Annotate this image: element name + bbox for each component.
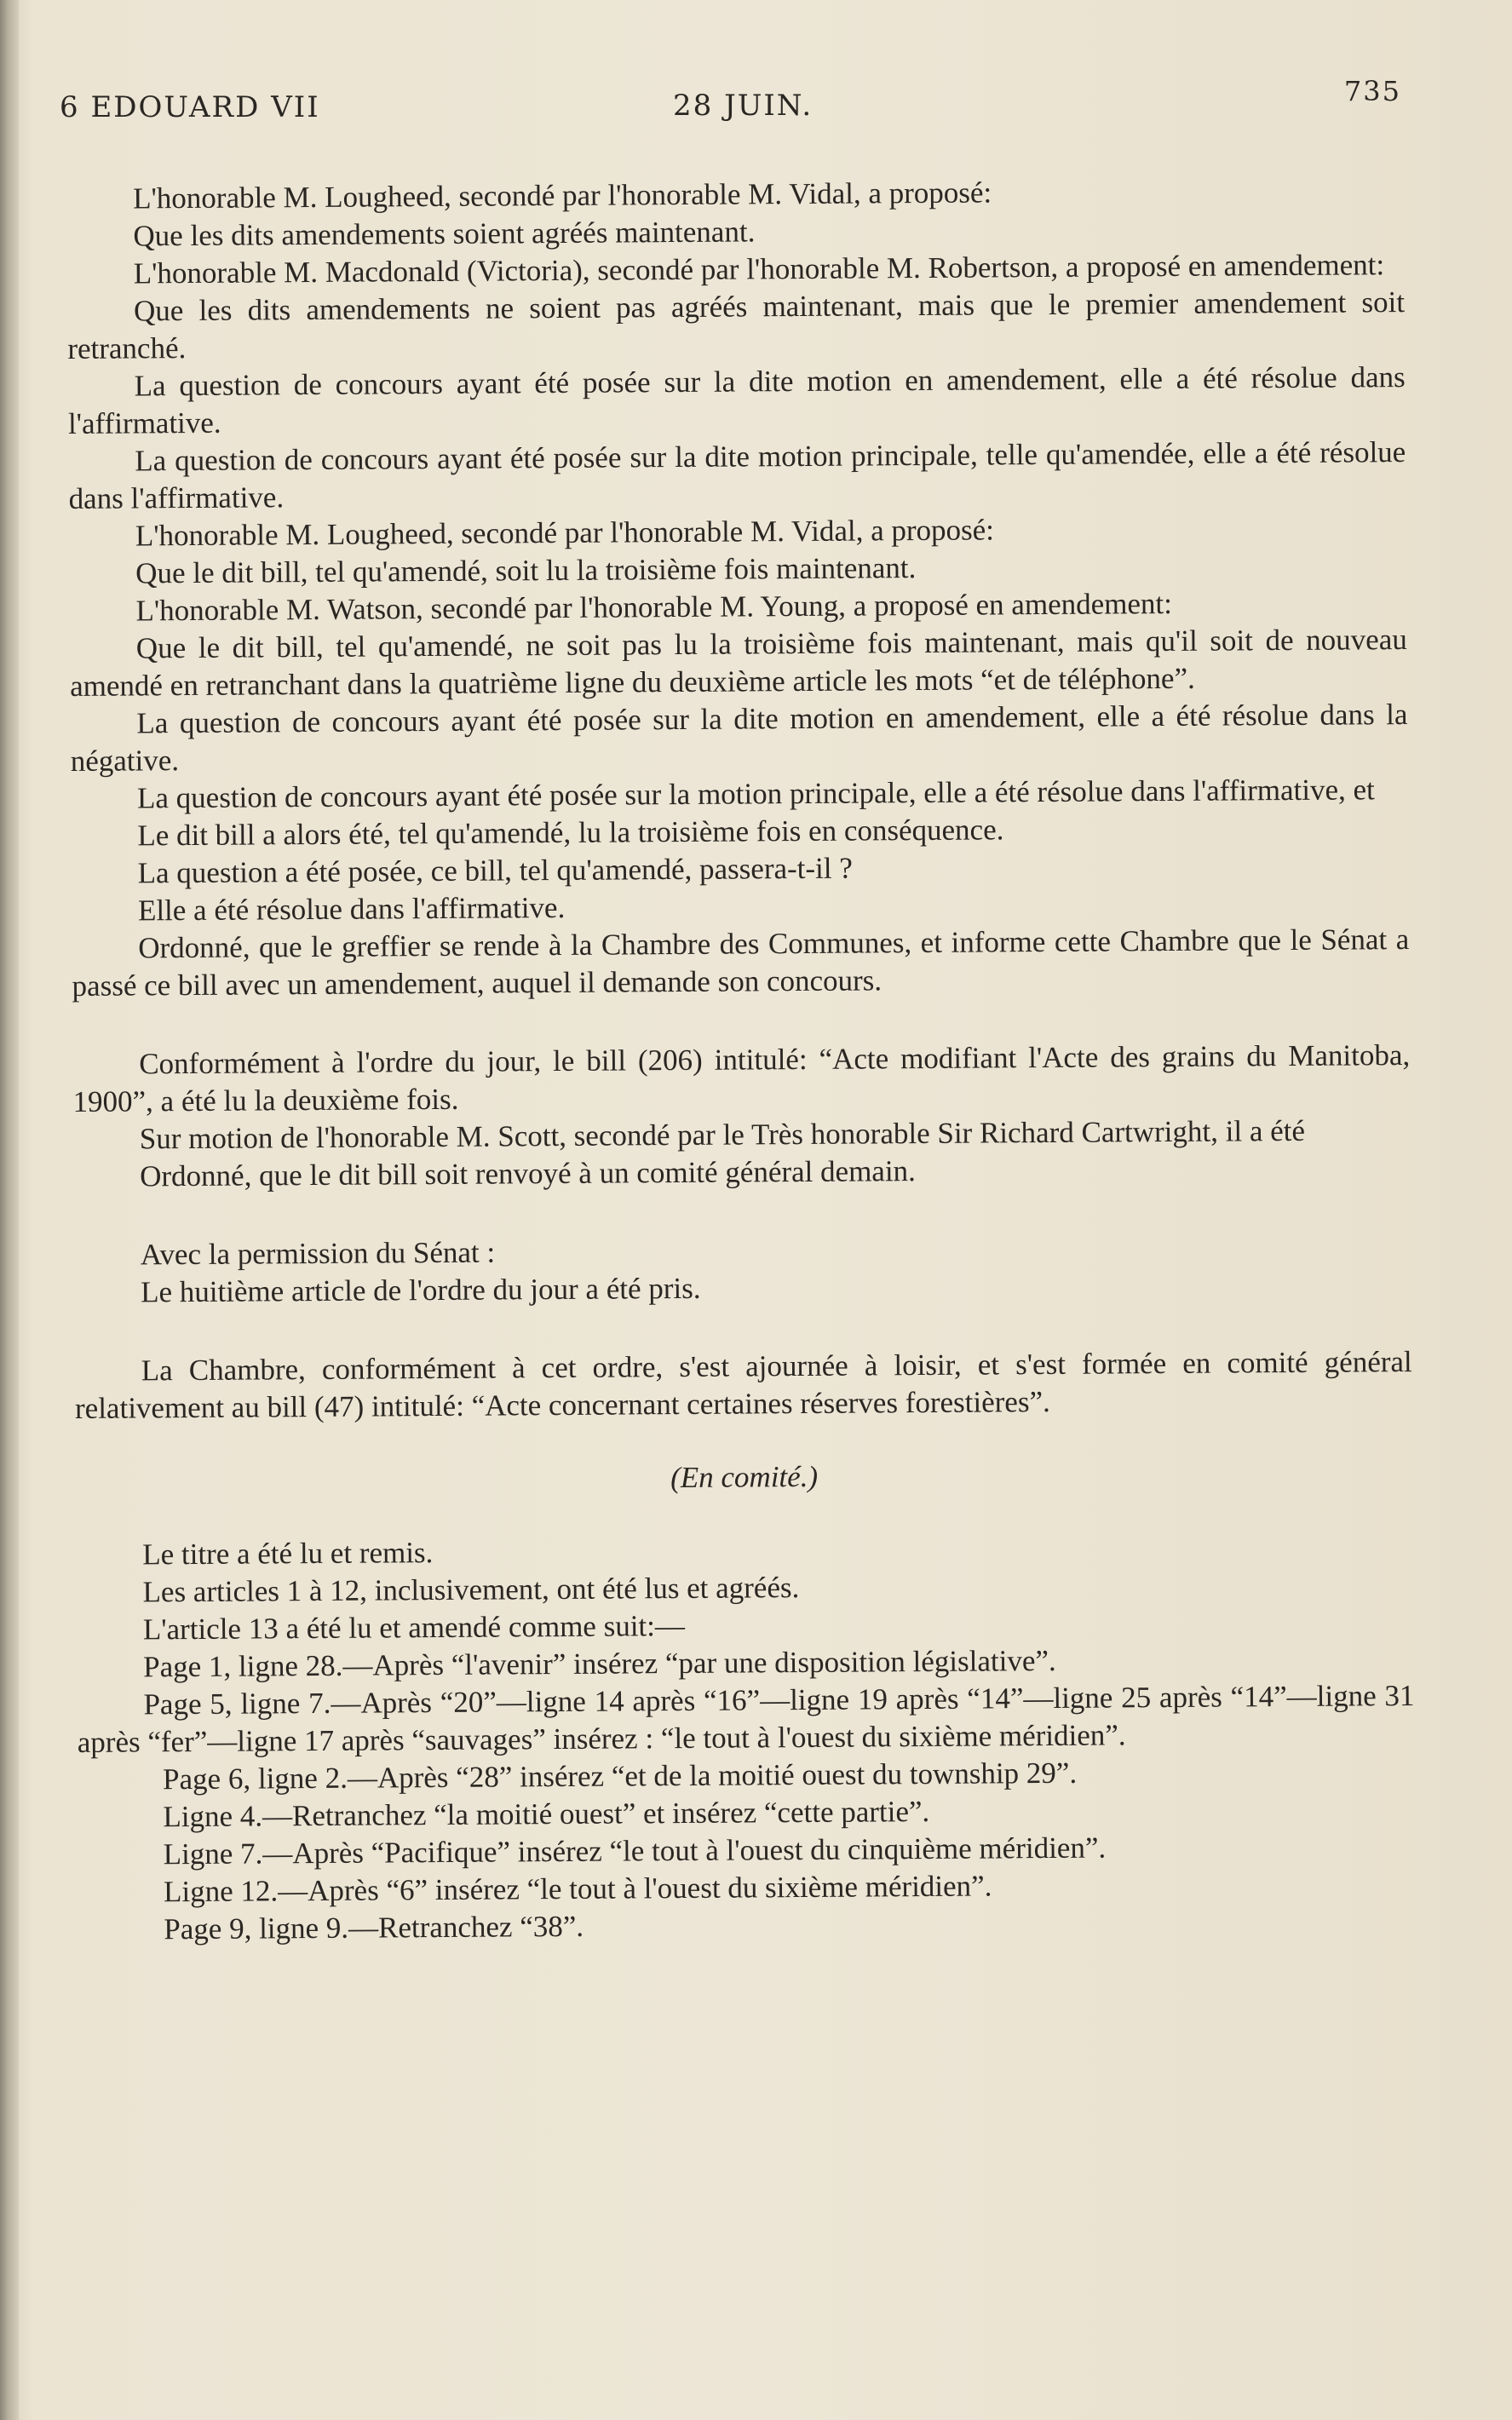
- paragraph: L'honorable M. Macdonald (Victoria), secondé par l'honorable M. Robertson, a proposé en amendement:: [133, 248, 1385, 290]
- paragraph: Que le dit bill, tel qu'amendé, soit lu la troisième fois maintenant.: [135, 551, 917, 590]
- page-number: 735: [1343, 75, 1401, 107]
- header-session: 6 EDOUARD VII: [60, 90, 320, 124]
- running-header: [60, 75, 1401, 124]
- paragraph: Conformément à l'ordre du jour, le bill (206) intitulé: “Acte modifiant l'Acte des grains du Manitoba, 1900”, a été lu la deuxième fois.: [72, 1038, 1411, 1118]
- paragraph: Ordonné, que le greffier se rende à la Chambre des Communes, et informe cette Chambre que le Sénat a passé ce bill avec un amendement, auquel il demande son concours.: [72, 923, 1410, 1003]
- paragraph: Que le dit bill, tel qu'amendé, ne soit pas lu la troisième fois maintenant, mais qu'il soit de nouveau amendé en retranchant dans la quatrième ligne du deuxième article les mots “et de téléphone”.: [70, 623, 1407, 703]
- amendment-item: Ligne 12.—Après “6” insérez “le tout à l'ouest du sixième méridien”.: [163, 1869, 992, 1909]
- paragraph: L'honorable M. Watson, secondé par l'honorable M. Young, a proposé en amendement:: [135, 586, 1173, 628]
- paragraph: La question de concours ayant été posée sur la dite motion en amendement, elle a été résolue dans l'affirmative.: [67, 360, 1406, 440]
- paragraph: L'honorable M. Lougheed, secondé par l'honorable M. Vidal, a proposé:: [133, 175, 992, 216]
- paragraph: Les articles 1 à 12, inclusivement, ont été lus et agréés.: [142, 1571, 800, 1609]
- paragraph: La question de concours ayant été posée sur la motion principale, elle a été résolue dans l'affirmative, et: [136, 773, 1375, 815]
- paragraph: Que les dits amendements ne soient pas agréés maintenant, mais que le premier amendement soit retranché.: [67, 285, 1406, 365]
- amendment-item: Page 1, ligne 28.—Après “l'avenir” insérez “par une disposition législative”.: [143, 1643, 1056, 1684]
- paragraph: La question de concours ayant été posée sur la dite motion en amendement, elle a été résolue dans la négative.: [70, 698, 1408, 778]
- paragraph: Elle a été résolue dans l'affirmative.: [137, 890, 566, 928]
- paragraph: Avec la permission du Sénat :: [140, 1235, 496, 1272]
- amendment-item: Ligne 4.—Retranchez “la moitié ouest” et insérez “cette partie”.: [163, 1794, 930, 1834]
- paragraph: Le titre a été lu et remis.: [142, 1536, 434, 1572]
- amendment-item: Ligne 7.—Après “Pacifique” insérez “le tout à l'ouest du cinquième méridien”.: [163, 1831, 1107, 1871]
- paragraph: La Chambre, conformément à cet ordre, s'est ajournée à loisir, et s'est formée en comité général relativement au bill (47) intitulé: “Acte concernant certaines réserves forestières”.: [74, 1345, 1412, 1425]
- paragraph: L'honorable M. Lougheed, secondé par l'honorable M. Vidal, a proposé:: [135, 513, 995, 553]
- amendment-item: Page 9, ligne 9.—Retranchez “38”.: [164, 1909, 584, 1946]
- paragraph: Le dit bill a alors été, tel qu'amendé, lu la troisième fois en conséquence.: [137, 813, 1004, 853]
- paragraph: L'article 13 a été lu et amendé comme suit:—: [142, 1608, 686, 1647]
- paragraph: La question de concours ayant été posée sur la dite motion principale, telle qu'amendée, elle a été résolue dans l'affirmative.: [68, 435, 1406, 515]
- paragraph: Sur motion de l'honorable M. Scott, secondé par le Très honorable Sir Richard Cartwright, il a été: [139, 1113, 1306, 1156]
- journal-body: [66, 171, 1416, 1949]
- paragraph: Que les dits amendements soient agréés maintenant.: [133, 215, 756, 253]
- paragraph: Ordonné, que le dit bill soit renvoyé à un comité général demain.: [140, 1154, 916, 1193]
- binding-gutter: [0, 0, 19, 2420]
- header-date: 28 JUIN.: [673, 89, 813, 123]
- amendment-item: Page 6, ligne 2.—Après “28” insérez “et de la moitié ouest du township 29”.: [162, 1756, 1078, 1796]
- amendment-item: Page 5, ligne 7.—Après “20”—ligne 14 après “16”—ligne 19 après “14”—ligne 25 après “14”—ligne 31 après “fer”—ligne 17 après “sauvages” insérez : “le tout à l'ouest du sixième méridien”.: [77, 1678, 1415, 1759]
- paragraph: Le huitième article de l'ordre du jour a été pris.: [140, 1271, 701, 1309]
- committee-heading: (En comité.): [670, 1459, 819, 1495]
- paragraph: La question a été posée, ce bill, tel qu'amendé, passera-t-il ?: [137, 851, 853, 890]
